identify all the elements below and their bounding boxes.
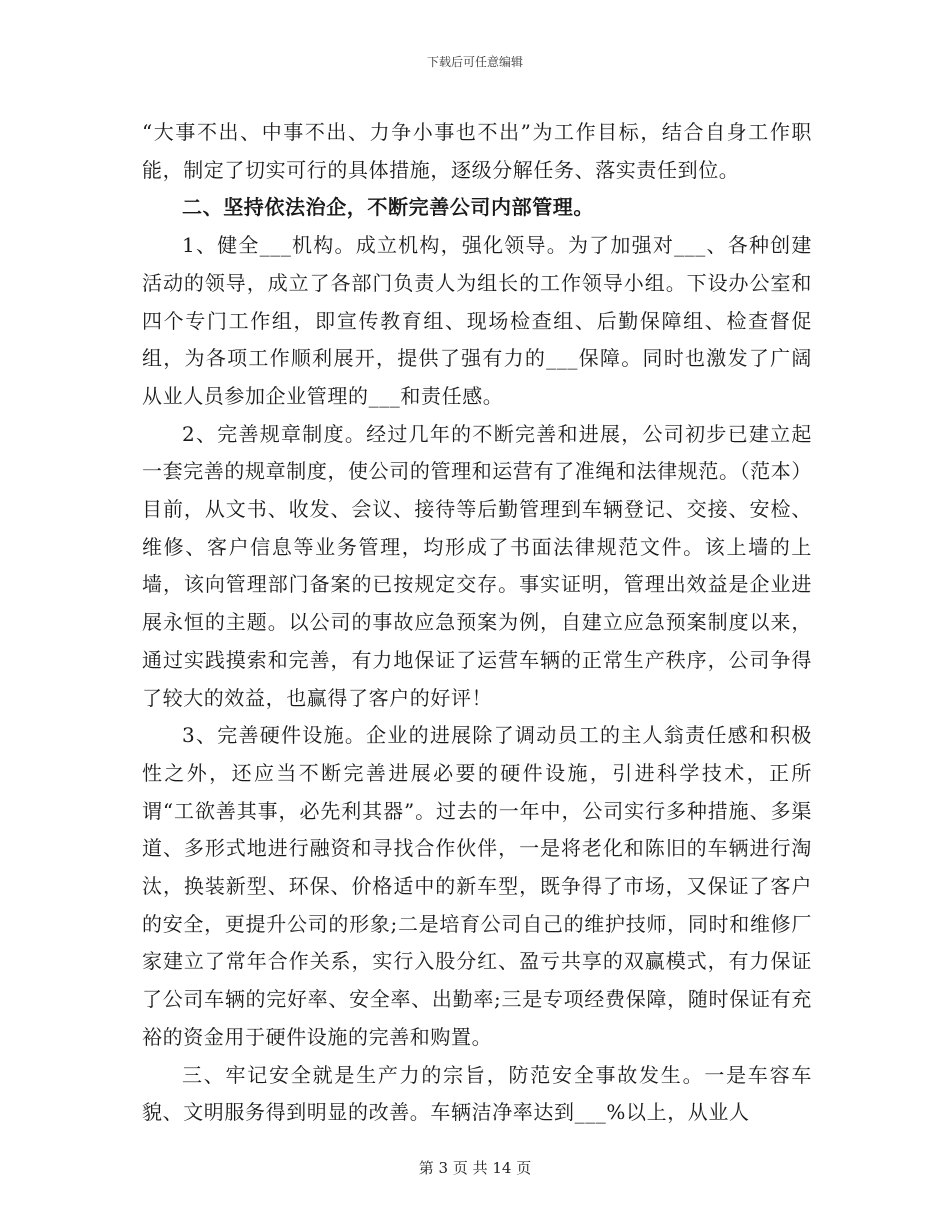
paragraph-item-1: 1、健全___机构。成立机构，强化领导。为了加强对___、各种创建活动的领导，成立了各部门负责人为组长的工作领导小组。下设办公室和四个专门工作组，即宣传教育组、现场检查组、后勤保障组、检查督促组，为各项工作顺利展开，提供了强有力的___保障。同时也激发了广阔从业人员参加企业管理的___和责任感。: [142, 233, 812, 408]
document-body: [142, 114, 812, 1132]
paragraph-item-3: 3、完善硬件设施。企业的进展除了调动员工的主人翁责任感和积极性之外，还应当不断完善进展必要的硬件设施，引进科学技术，正所谓“工欲善其事，必先利其器”。过去的一年中，公司实行多种措施、多渠道、多形式地进行融资和寻找合作伙伴，一是将老化和陈旧的车辆进行淘汰，换装新型、环保、价格适中的新车型，既争得了市场，又保证了客户的安全，更提升公司的形象;二是培育公司自己的维护技师，同时和维修厂家建立了常年合作关系，实行入股分红、盈亏共享的双赢模式，有力保证了公司车辆的完好率、安全率、出勤率;三是专项经费保障，随时保证有充裕的资金用于硬件设施的完善和购置。: [142, 723, 812, 1049]
page-number-footer: 第 3 页 共 14 页: [418, 1159, 532, 1177]
section-paragraph-3: 三、牢记安全就是生产力的宗旨，防范安全事故发生。一是车容车貌、文明服务得到明显的改善。车辆洁净率达到___%以上，从业人: [142, 1062, 812, 1125]
page-header: 下载后可任意编辑: [426, 55, 523, 69]
paragraph-0: “大事不出、中事不出、力争小事也不出”为工作目标，结合自身工作职能，制定了切实可行的具体措施，逐级分解任务、落实责任到位。: [142, 120, 812, 182]
paragraph-item-2: 2、完善规章制度。经过几年的不断完善和进展，公司初步已建立起一套完善的规章制度，使公司的管理和运营有了准绳和法律规范。（范本）目前，从文书、收发、会议、接待等后勤管理到车辆登记、交接、安检、维修、客户信息等业务管理，均形成了书面法律规范文件。该上墙的上墙，该向管理部门备案的已按规定交存。事实证明，管理出效益是企业进展永恒的主题。以公司的事故应急预案为例，自建立应急预案制度以来，通过实践摸索和完善，有力地保证了运营车辆的正常生产秩序，公司争得了较大的效益，也赢得了客户的好评！: [142, 421, 812, 710]
section-heading-2: 二、坚持依法治企，不断完善公司内部管理。: [182, 195, 594, 220]
